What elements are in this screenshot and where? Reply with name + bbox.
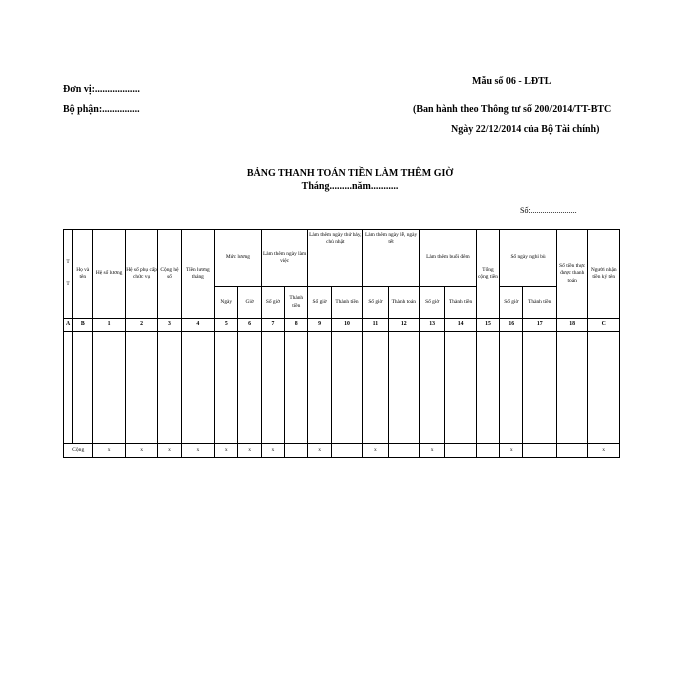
body-cell [158, 332, 181, 444]
index-cell: 2 [125, 319, 157, 332]
total-cell: x [500, 444, 523, 458]
body-cell [308, 332, 331, 444]
body-cell [588, 332, 620, 444]
index-cell: 4 [181, 319, 214, 332]
total-cell: x [363, 444, 388, 458]
body-cell [64, 332, 73, 444]
col-tt-header [64, 230, 73, 319]
total-cell [388, 444, 419, 458]
col-tt-bottom: T [66, 281, 70, 288]
index-cell: 5 [215, 319, 238, 332]
sub-hour: Giờ [238, 287, 261, 319]
data-body-row [64, 332, 620, 444]
group-leave-header: Số ngày nghỉ bù [500, 230, 557, 287]
sub-leave-amount: Thành tiền [523, 287, 556, 319]
index-cell: C [588, 319, 620, 332]
total-cell: x [261, 444, 284, 458]
index-cell: 17 [523, 319, 556, 332]
sub-holiday-hours: Số giờ [363, 287, 388, 319]
decree-line: (Ban hành theo Thông tư số 200/2014/TT-BTC [413, 104, 612, 115]
col-tt-top: T [66, 259, 70, 266]
index-cell: 16 [500, 319, 523, 332]
total-cell [285, 444, 308, 458]
col-monthly-salary-header: Tiền lương tháng [181, 230, 214, 319]
sub-leave-hours: Số giờ [500, 287, 523, 319]
total-cell: x [420, 444, 445, 458]
sub-workday-amount: Thành tiền [285, 287, 308, 319]
index-cell: 15 [476, 319, 499, 332]
total-row [64, 444, 620, 458]
group-workday-header: Làm thêm ngày làm việc [261, 230, 308, 287]
sub-weekend-hours: Số giờ [308, 287, 331, 319]
index-cell: 14 [445, 319, 476, 332]
total-cell: x [93, 444, 125, 458]
col-allowance-header: Hệ số phụ cấp chức vụ [125, 230, 157, 319]
group-holiday-header: Làm thêm ngày lễ, ngày tết [363, 230, 420, 287]
total-cell: x [215, 444, 238, 458]
index-cell: 9 [308, 319, 331, 332]
unit-line: Đơn vị:.................. [63, 84, 140, 95]
body-cell [73, 332, 93, 444]
col-total-money-header: Tổng cộng tiền [476, 230, 499, 319]
body-cell [388, 332, 419, 444]
total-cell [556, 444, 587, 458]
body-cell [523, 332, 556, 444]
col-net-amount-header: Số tiền thực được thanh toán [556, 230, 587, 319]
sub-night-hours: Số giờ [420, 287, 445, 319]
document-title: BẢNG THANH TOÁN TIỀN LÀM THÊM GIỜ [246, 168, 454, 179]
group-weekend-header: Làm thêm ngày thứ bảy, chủ nhật [308, 230, 363, 287]
body-cell [285, 332, 308, 444]
body-cell [420, 332, 445, 444]
sub-holiday-payment: Thành toán [388, 287, 419, 319]
total-cell: x [181, 444, 214, 458]
total-cell: x [238, 444, 261, 458]
index-cell: 6 [238, 319, 261, 332]
body-cell [556, 332, 587, 444]
index-cell: 1 [93, 319, 125, 332]
index-cell: 18 [556, 319, 587, 332]
body-cell [331, 332, 362, 444]
sub-day: Ngày [215, 287, 238, 319]
body-cell [125, 332, 157, 444]
body-cell [238, 332, 261, 444]
total-cell [445, 444, 476, 458]
col-receiver-header: Người nhận tiền ký tên [588, 230, 620, 319]
document-number: Số:....................... [520, 206, 577, 215]
group-salary-header: Mức lương [215, 230, 262, 287]
col-sum-coef-header: Cộng hệ số [158, 230, 181, 319]
col-name-header: Họ và tên [73, 230, 93, 319]
total-cell: x [308, 444, 331, 458]
total-cell: x [588, 444, 620, 458]
body-cell [476, 332, 499, 444]
index-cell: A [64, 319, 73, 332]
total-cell: x [158, 444, 181, 458]
body-cell [93, 332, 125, 444]
form-number: Mẫu số 06 - LĐTL [472, 76, 552, 87]
total-cell [476, 444, 499, 458]
body-cell [181, 332, 214, 444]
index-cell: 13 [420, 319, 445, 332]
group-night-header: Làm thêm buổi đêm [420, 230, 477, 287]
body-cell [363, 332, 388, 444]
index-cell: 3 [158, 319, 181, 332]
index-row [64, 319, 620, 332]
total-label: Cộng [64, 444, 93, 458]
document-subtitle: Tháng.........năm........... [301, 181, 399, 192]
body-cell [445, 332, 476, 444]
total-cell [523, 444, 556, 458]
index-cell: 12 [388, 319, 419, 332]
sub-night-amount: Thành tiền [445, 287, 476, 319]
sub-weekend-amount: Thành tiền [331, 287, 362, 319]
sub-workday-hours: Số giờ [261, 287, 284, 319]
body-cell [261, 332, 284, 444]
total-cell: x [125, 444, 157, 458]
index-cell: 7 [261, 319, 284, 332]
total-cell [331, 444, 362, 458]
col-coef-header: Hệ số lương [93, 230, 125, 319]
index-cell: 11 [363, 319, 388, 332]
department-line: Bộ phận:............... [63, 104, 140, 115]
body-cell [500, 332, 523, 444]
index-cell: B [73, 319, 93, 332]
body-cell [215, 332, 238, 444]
decree-date-line: Ngày 22/12/2014 của Bộ Tài chính) [451, 124, 600, 135]
overtime-payment-table [63, 229, 620, 458]
index-cell: 10 [331, 319, 362, 332]
index-cell: 8 [285, 319, 308, 332]
